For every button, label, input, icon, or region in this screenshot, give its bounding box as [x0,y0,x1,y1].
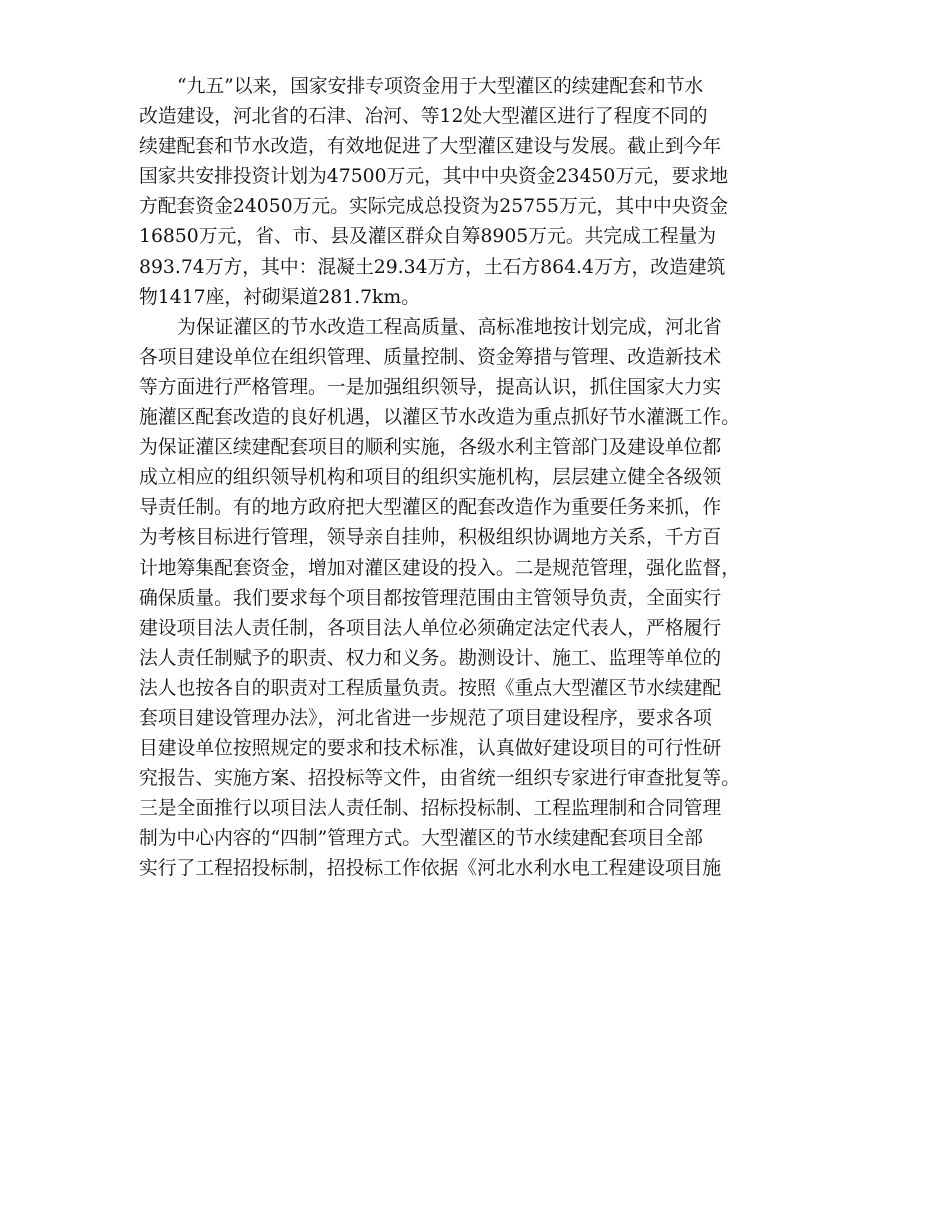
text-line: “九五”以来，国家安排专项资金用于大型灌区的续建配套和节水 [177,76,704,97]
text-line: 建设项目法人责任制，各项目法人单位必须确定法定代表人，严格履行 [139,617,722,639]
text-line: 制为中心内容的“四制”管理方式。大型灌区的节水续建配套项目全部 [139,828,703,850]
text-line: 893.74万方，其中：混凝土29.34万方，土石方864.4万方，改造建筑 [139,256,726,278]
text-line: 法人也按各自的职责对工程质量负责。按照《重点大型灌区节水续建配 [139,677,722,699]
paragraph-2 [139,313,819,885]
text-line: 国家共安排投资计划为47500万元，其中中央资金23450万元，要求地 [139,166,729,188]
text-line: 导责任制。有的地方政府把大型灌区的配套改造作为重要任务来抓，作 [139,497,722,519]
text-line: 方配套资金24050万元。实际完成总投资为25755万元，其中中央资金 [139,196,729,218]
text-line: 法人责任制赋予的职责、权力和义务。勘测设计、施工、监理等单位的 [139,647,722,669]
text-line: 改造建设，河北省的石津、冶河、等12处大型灌区进行了程度不同的 [139,106,708,128]
text-line: 三是全面推行以项目法人责任制、招标投标制、工程监理制和合同管理 [139,798,722,820]
text-line: 续建配套和节水改造，有效地促进了大型灌区建设与发展。截止到今年 [139,136,722,158]
text-line: 确保质量。我们要求每个项目都按管理范围由主管领导负责，全面实行 [139,587,722,609]
text-line: 成立相应的组织领导机构和项目的组织实施机构，层层建立健全各级领 [139,467,722,489]
document-body [139,72,819,885]
paragraph-1 [139,72,819,313]
text-line: 各项目建设单位在组织管理、质量控制、资金筹措与管理、改造新技术 [139,346,722,368]
text-line: 16850万元，省、市、县及灌区群众自筹8905万元。共完成工程量为 [139,226,717,248]
text-line: 物1417座，衬砌渠道281.7km。 [139,286,421,308]
text-line: 等方面进行严格管理。一是加强组织领导，提高认识，抓住国家大力实 [139,376,722,398]
text-line: 为保证灌区续建配套项目的顺利实施，各级水利主管部门及建设单位都 [139,437,722,459]
text-line: 计地筹集配套资金，增加对灌区建设的投入。二是规范管理，强化监督， [139,557,740,579]
text-line: 为保证灌区的节水改造工程高质量、高标准地按计划完成，河北省 [177,316,722,338]
text-line: 套项目建设管理办法》，河北省进一步规范了项目建设程序，要求各项 [139,707,712,729]
text-line: 目建设单位按照规定的要求和技术标准，认真做好建设项目的可行性研 [139,738,722,760]
text-line: 施灌区配套改造的良好机遇，以灌区节水改造为重点抓好节水灌溉工作。 [139,407,740,429]
text-line: 为考核目标进行管理，领导亲自挂帅，积极组织协调地方关系，千方百 [139,527,722,549]
text-line: 究报告、实施方案、招投标等文件，由省统一组织专家进行审查批复等。 [139,768,740,790]
text-line: 实行了工程招投标制，招投标工作依据《河北水利水电工程建设项目施 [139,858,722,880]
